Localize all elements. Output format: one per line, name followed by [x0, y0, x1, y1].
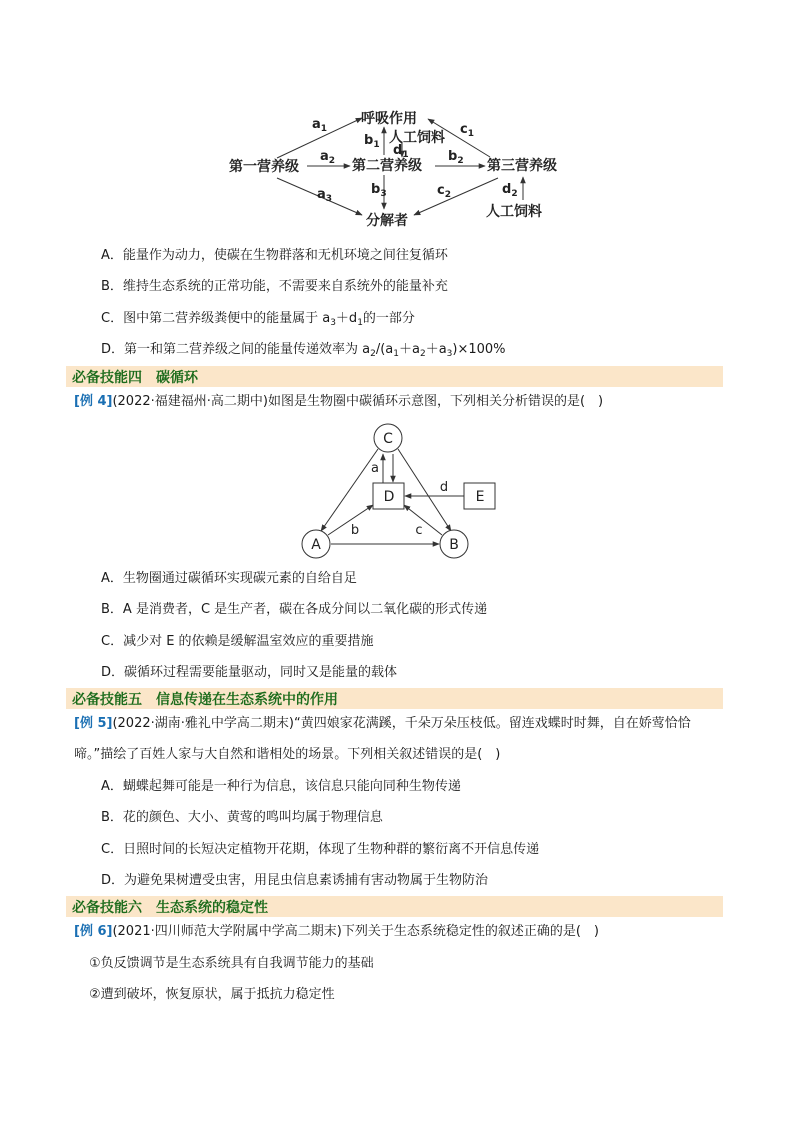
q5-stem-line2: 啼。”描绘了百姓人家与大自然和谐相处的场景。下列相关叙述错误的是( )	[74, 747, 501, 762]
node-a-label: A	[311, 537, 321, 553]
node-respiration: 呼吸作用	[361, 111, 417, 127]
label-a1: $a_1$	[312, 117, 328, 134]
q3-option-c: C．图中第二营养级粪便中的能量属于 $a_3+d_1$的一部分	[101, 311, 415, 328]
label-d2: $d_2$	[502, 182, 518, 199]
edge-c-label: c	[415, 523, 423, 538]
q5-option-b: B．花的颜色、大小、黄莺的鸣叫均属于物理信息	[101, 810, 383, 825]
q3-option-b: B．维持生态系统的正常功能，不需要来自系统外的能量补充	[101, 279, 448, 294]
section-5-title: 必备技能五 信息传递在生态系统中的作用	[72, 692, 338, 708]
q5-option-d: D．为避免果树遭受虫害，用昆虫信息素诱捕有害动物属于生物防治	[101, 873, 489, 888]
label-c1: $c_1$	[460, 122, 474, 139]
node-e-label: E	[475, 489, 485, 505]
arrow-b-to-d	[404, 505, 442, 535]
q6-item-1: ①负反馈调节是生态系统具有自我调节能力的基础	[89, 956, 374, 971]
label-b3: $b_3$	[371, 182, 387, 199]
arrow-c-to-a	[321, 449, 378, 531]
q4-option-a: A．生物圈通过碳循环实现碳元素的自给自足	[101, 571, 357, 586]
node-c-label: C	[383, 431, 393, 447]
node-level3: 第三营养级	[487, 158, 557, 174]
node-feed-bottom: 人工饲料	[486, 204, 542, 220]
q6-stem: [例 6](2021·四川师范大学附属中学高二期末)下列关于生态系统稳定性的叙述正确的是( )	[74, 924, 599, 939]
q3-option-a: A．能量作为动力，使碳在生物群落和无机环境之间往复循环	[101, 248, 448, 263]
section-6-header	[66, 896, 723, 917]
edge-d-label: d	[439, 480, 449, 495]
q5-option-a: A．蝴蝶起舞可能是一种行为信息，该信息只能向同种生物传递	[101, 779, 461, 794]
label-b2: $b_2$	[448, 149, 464, 166]
q5-stem-line1: [例 5](2022·湖南·雅礼中学高二期末)“黄四娘家花满蹊，千朵万朵压枝低。留连戏蝶时时舞，自在娇莺恰恰	[74, 716, 691, 731]
label-d1: $d_1$	[393, 143, 409, 160]
q6-tag: [例 6]	[74, 924, 113, 939]
label-a2: $a_2$	[320, 149, 336, 166]
section-4-header	[66, 366, 723, 387]
edge-b-label: b	[350, 523, 360, 538]
q3-option-d: D．第一和第二营养级之间的能量传递效率为 $a_2/(a_1+a_2+a_3)\times 100\%$	[101, 342, 506, 359]
section-5-header	[66, 688, 723, 709]
q5-option-c: C．日照时间的长短决定植物开花期，体现了生物种群的繁衍离不开信息传递	[101, 842, 540, 857]
label-c2: $c_2$	[437, 183, 451, 200]
node-b-label: B	[449, 537, 459, 553]
energy-flow-diagram	[0, 0, 794, 240]
carbon-cycle-diagram	[0, 415, 794, 565]
q4-option-d: D．碳循环过程需要能量驱动，同时又是能量的载体	[101, 665, 398, 680]
q6-item-2: ②遭到破坏，恢复原状，属于抵抗力稳定性	[89, 987, 335, 1002]
section-6-title: 必备技能六 生态系统的稳定性	[72, 900, 268, 916]
q4-option-b: B．A 是消费者，C 是生产者，碳在各成分间以二氧化碳的形式传递	[101, 602, 488, 617]
q4-stem: [例 4](2022·福建福州·高二期中)如图是生物圈中碳循环示意图，下列相关分析错误的是( )	[74, 394, 604, 409]
section-4-title: 必备技能四 碳循环	[72, 370, 198, 386]
node-decomposer: 分解者	[366, 213, 408, 229]
node-feed-top: 人工饲料	[389, 130, 445, 146]
q5-tag: [例 5]	[74, 716, 113, 731]
label-b1: $b_1$	[364, 133, 380, 150]
q4-option-c: C．减少对 E 的依赖是缓解温室效应的重要措施	[101, 634, 374, 649]
q4-tag: [例 4]	[74, 394, 113, 409]
node-level1: 第一营养级	[229, 159, 299, 175]
edge-a-label: a	[371, 461, 379, 476]
label-a3: $a_3$	[317, 187, 333, 204]
node-level2: 第二营养级	[352, 158, 422, 174]
node-d-label: D	[383, 489, 395, 505]
